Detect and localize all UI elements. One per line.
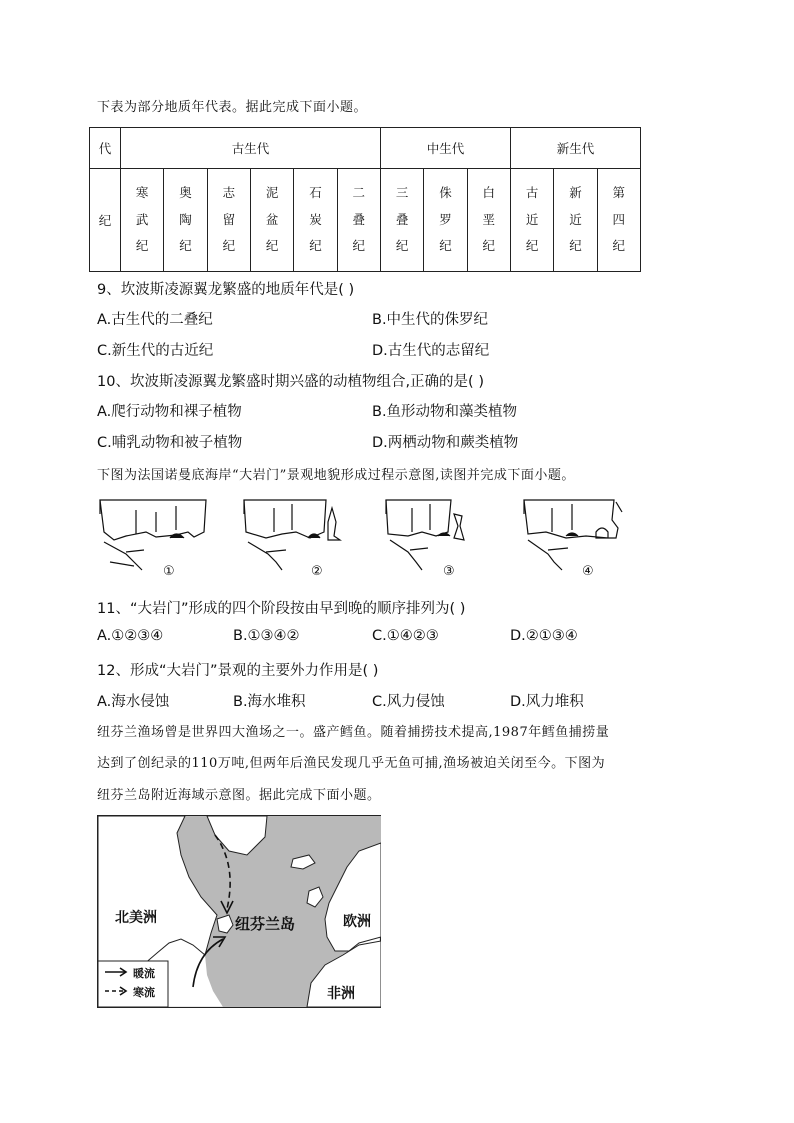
period-cell [207, 169, 250, 272]
label-newfoundland: 纽芬兰岛 [235, 915, 296, 933]
table-header-era: 代 [90, 128, 121, 169]
q9-option-b: B.中生代的侏罗纪 [372, 312, 489, 328]
legend-warm-current: 暖流 [133, 967, 155, 980]
period-name: 侏 罗 纪 [439, 185, 452, 254]
stage-3-drawing [386, 500, 464, 570]
sea-arch-formation-figure [96, 492, 636, 582]
question-9: 9、坎波斯凌源翼龙繁盛的地质年代是( ) [97, 282, 355, 298]
period-name: 二 叠 纪 [352, 185, 366, 254]
figure-label-1: ① [163, 564, 175, 579]
table-header-period: 纪 [90, 169, 121, 272]
stage-4-drawing [524, 500, 622, 570]
period-cell [337, 169, 380, 272]
period-cell [121, 169, 164, 272]
q11-option-b: B.①③④② [233, 628, 300, 644]
q10-option-d: D.两栖动物和蕨类植物 [372, 435, 519, 451]
q9-option-d: D.古生代的志留纪 [372, 343, 490, 359]
figure-label-2: ② [311, 564, 323, 579]
q10-option-b: B.鱼形动物和藻类植物 [372, 404, 518, 420]
intro-text-3-line-3: 纽芬兰岛附近海域示意图。据此完成下面小题。 [97, 788, 381, 803]
intro-text-2: 下图为法国诺曼底海岸“大岩门”景观地貌形成过程示意图,读图并完成下面小题。 [97, 468, 575, 483]
period-name: 泥 盆 纪 [265, 185, 279, 254]
label-north-america: 北美洲 [115, 910, 157, 926]
question-10: 10、坎波斯凌源翼龙繁盛时期兴盛的动植物组合,正确的是( ) [97, 374, 484, 390]
period-cell [597, 169, 640, 272]
period-cell [424, 169, 467, 272]
geologic-time-table [89, 127, 641, 272]
period-cell [554, 169, 597, 272]
stage-1-drawing [100, 500, 206, 570]
period-name: 白 垩 纪 [482, 185, 496, 254]
newfoundland-map [97, 815, 381, 1008]
period-name: 志 留 纪 [222, 185, 236, 254]
period-cell [510, 169, 553, 272]
period-name: 古 近 纪 [525, 185, 539, 254]
period-cell [380, 169, 423, 272]
q12-option-d: D.风力堆积 [510, 694, 584, 710]
period-name: 奥 陶 纪 [179, 185, 192, 254]
period-cell [250, 169, 293, 272]
stage-2-drawing [244, 500, 340, 570]
period-name: 寒 武 纪 [135, 185, 149, 254]
figure-label-4: ④ [582, 564, 594, 579]
label-europe: 欧洲 [343, 914, 371, 930]
intro-text-3-line-2: 达到了创纪录的110万吨,但两年后渔民发现几乎无鱼可捕,渔场被迫关闭至今。下图为 [97, 756, 606, 771]
intro-text-3-line-1: 纽芬兰渔场曾是世界四大渔场之一。盛产鳕鱼。随着捕捞技术提高,1987年鳕鱼捕捞量 [97, 725, 610, 740]
sea-arch-drawings [96, 492, 636, 582]
intro-text-1: 下表为部分地质年代表。据此完成下面小题。 [97, 100, 368, 115]
period-name: 三 叠 纪 [395, 185, 409, 254]
q12-option-b: B.海水堆积 [233, 694, 306, 710]
q10-option-a: A.爬行动物和裸子植物 [97, 404, 242, 420]
figure-label-3: ③ [443, 564, 455, 579]
era-paleozoic: 古生代 [121, 128, 381, 169]
q12-option-c: C.风力侵蚀 [372, 694, 445, 710]
era-cenozoic: 新生代 [510, 128, 640, 169]
era-mesozoic: 中生代 [380, 128, 510, 169]
period-cell [294, 169, 337, 272]
legend-cold-current: 寒流 [133, 986, 155, 999]
period-cell [467, 169, 510, 272]
question-12: 12、形成“大岩门”景观的主要外力作用是( ) [97, 663, 379, 679]
period-name: 第 四 纪 [612, 185, 626, 254]
q9-option-a: A.古生代的二叠纪 [97, 312, 213, 328]
period-cell [164, 169, 207, 272]
q11-option-c: C.①④②③ [372, 628, 439, 644]
q12-option-a: A.海水侵蚀 [97, 694, 170, 710]
period-name: 石 炭 纪 [309, 185, 322, 254]
q11-option-d: D.②①③④ [510, 628, 578, 644]
period-name: 新 近 纪 [569, 185, 582, 254]
label-africa: 非洲 [327, 986, 355, 1002]
q10-option-c: C.哺乳动物和被子植物 [97, 435, 243, 451]
q11-option-a: A.①②③④ [97, 628, 164, 644]
question-11: 11、“大岩门”形成的四个阶段按由早到晚的顺序排列为( ) [97, 601, 466, 617]
q9-option-c: C.新生代的古近纪 [97, 343, 214, 359]
